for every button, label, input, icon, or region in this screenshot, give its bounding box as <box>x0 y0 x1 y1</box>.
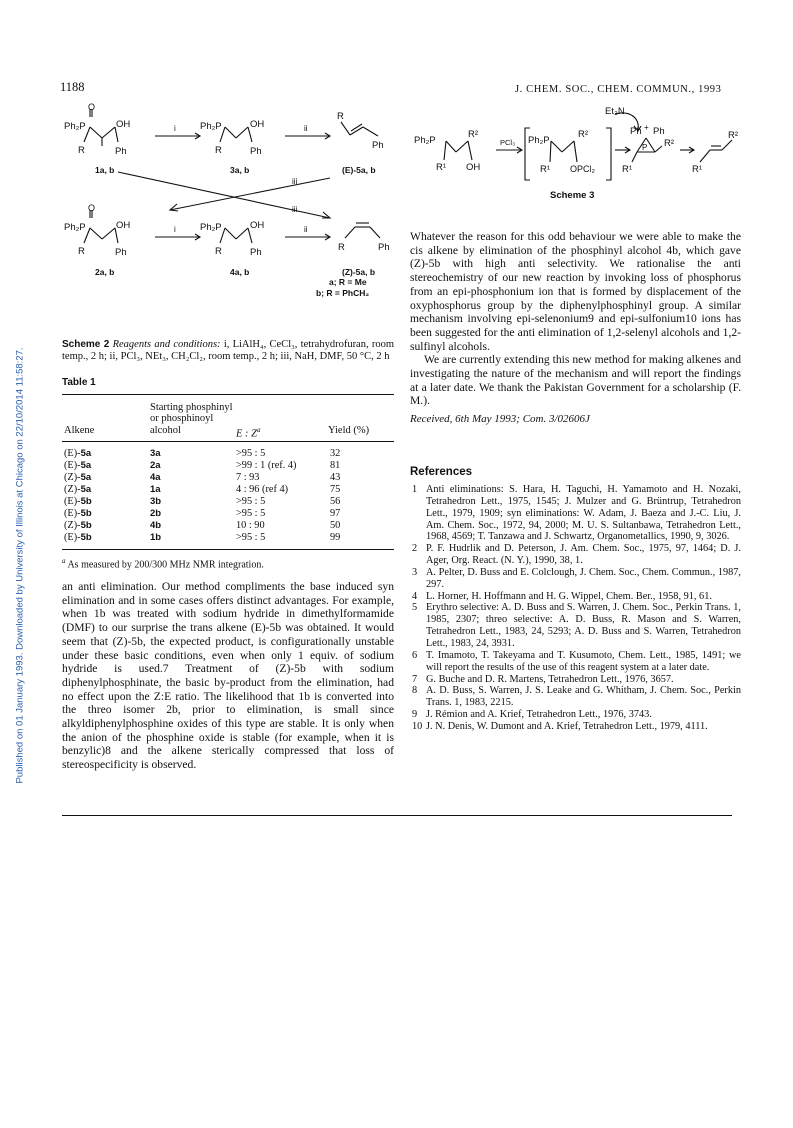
table-cell-alcohol: 2b <box>150 508 162 519</box>
compound-label-e5ab: (E)-5a, b <box>342 165 376 175</box>
r-label: R <box>78 246 85 257</box>
r1-label: R¹ <box>622 164 633 175</box>
compound-label-z5ab: (Z)-5a, b <box>342 267 376 277</box>
reference-text: T. Imamoto, T. Takeyama and T. Kusumoto, Chem. Lett., 1985, 1491; we will report the results of the use of this reagent system at a later date. <box>426 649 741 673</box>
table-cell-ratio: >95 : 5 <box>236 496 266 507</box>
reference-number: 5 <box>412 602 418 614</box>
reference-item <box>410 721 741 733</box>
table-cell-alcohol: 3a <box>150 448 161 459</box>
table-footnote: $^a$ As measured by 200/300 MHz NMR integration. <box>62 557 264 571</box>
scheme-2-diagram <box>60 100 400 340</box>
table-cell-ratio: 7 : 93 <box>236 472 260 483</box>
reference-text: J. Rémion and A. Krief, Tetrahedron Lett., 1976, 3743. <box>426 709 652 721</box>
reference-text: Anti eliminations: S. Hara, H. Taguchi, H. Yamamoto and H. Nozaki, Tetrahedron Lett., 1975, 1545; J. Mulzer and G. Brüntrup, Tetrahedron Lett., 1979, 1909; syn eliminations: W. Adam, J. Baeza and J.-C. Liu, J. Am. Chem. Soc., 1972, 94, 2000; M. U. S. Sultanbawa, Tetrahedron Lett., 1968, 4569; T. Tanzawa and J. Schwartz, Organometallics, 1990, 9, 3026. <box>426 484 741 543</box>
table-cell-yield: 97 <box>330 508 341 519</box>
ph2p-label: Ph₂P <box>200 222 222 233</box>
reagent-pcl3: PCl₃ <box>500 138 516 147</box>
step-iii: iii <box>292 205 298 214</box>
table-cell-alcohol: 4b <box>150 520 162 531</box>
r2-label: R² <box>664 138 675 149</box>
table-cell-alkene: (Z)-5a <box>64 472 92 483</box>
table-cell-alkene: (Z)-5b <box>64 520 92 531</box>
reference-item <box>410 484 741 543</box>
table-rule-bottom <box>62 549 394 550</box>
step-ii: ii <box>304 225 308 234</box>
compound-label-4ab: 4a, b <box>230 267 250 277</box>
r-label: R <box>78 145 85 156</box>
reference-item <box>410 543 741 567</box>
reference-number: 7 <box>412 673 418 685</box>
table-cell-alkene: (E)-5b <box>64 496 92 507</box>
reference-number: 4 <box>412 590 418 602</box>
col-header-alcohol-2: or phosphinoyl <box>150 413 214 424</box>
phosphorus-label: P <box>642 143 648 152</box>
step-ii: ii <box>304 124 308 133</box>
table-cell-ratio: 10 : 90 <box>236 520 265 531</box>
body-text-left: an anti elimination. Our method compliments the base induced syn elimination and in some cases offers distinct advantages. For example, when 1b was treated with sodium hydride in dimethylformamide (DMF) to our surprise the trans alkene (E)-5b was obtained. It would seem that (Z)-5b, the expected product, is configurationally unstable under these basic conditions, even when only 1 equiv. of sodium hydride is used.7 Treatment of (Z)-5b with sodium diphenylphosphinate, the basic by-product from the elimination, had no effect upon the Z:E ratio. The likelihood that 1b is converted into the threo isomer 2b, prior to elimination, is small since alkyldiphenylphosphine oxides of this type are stable. It is only when the anion of the phosphine oxide is stable (for example, when it is benzylic)8 and the alkene sterically compressed that loss of stereospecificity is observed. <box>62 580 394 772</box>
reference-item <box>410 602 741 649</box>
table-rule-header <box>62 441 394 442</box>
oh-label: OH <box>250 220 265 231</box>
col-header-alkene: Alkene <box>64 425 95 436</box>
caption-text: i, LiAlH₄, CeCl₃, tetrahydrofuran, room temp., 2 h; ii, PCl₃, NEt₃, CH₂Cl₂, room temp., 2 h; iii, NaH, DMF, 50 °C, 2 h <box>62 339 395 363</box>
ph2p-label: Ph₂P <box>200 121 222 132</box>
reference-text: A. Pelter, D. Buss and E. Colclough, J. Chem. Soc., Chem. Commun., 1987, 297. <box>426 566 741 590</box>
oh-label: OH <box>250 119 265 130</box>
col-header-alcohol-1: Starting phosphinyl <box>150 402 233 413</box>
reference-item <box>410 709 741 721</box>
step-i: i <box>174 225 176 234</box>
references-heading: References <box>410 466 473 478</box>
table-cell-alkene: (Z)-5a <box>64 484 92 495</box>
oh-label: OH <box>116 220 131 231</box>
table-cell-ratio: >95 : 5 <box>236 532 266 543</box>
table-cell-yield: 56 <box>330 496 341 507</box>
table-cell-yield: 32 <box>330 448 341 459</box>
col-header-ratio: E : $Z^a$ <box>236 426 261 440</box>
plus-charge: + <box>644 123 649 132</box>
page-number: 1188 <box>60 80 85 94</box>
reference-text: Erythro selective: A. D. Buss and S. Warren, J. Chem. Soc., Perkin Trans. 1, 1985, 2307; threo selective: A. D. Buss, R. Mason and S. Warren, Tetrahedron Lett., 1983, 24, 5293; A. D. Buss and S. Warren, Tetrahedron Lett., 1983, 24, 3931. <box>426 602 741 649</box>
journal-header: J. CHEM. SOC., CHEM. COMMUN., 1993 <box>515 84 722 95</box>
table-cell-yield: 50 <box>330 520 341 531</box>
reference-item <box>410 674 741 686</box>
reference-item <box>410 685 741 709</box>
table-cell-yield: 43 <box>330 472 341 483</box>
reference-number: 8 <box>412 685 418 697</box>
received-line: Received, 6th May 1993; Com. 3/02606J <box>410 413 590 425</box>
table-cell-alcohol: 4a <box>150 472 161 483</box>
ph2p-label: Ph₂P <box>528 135 550 146</box>
ph2p-label: Ph₂P <box>64 222 86 233</box>
r1-label: R¹ <box>436 162 447 173</box>
reference-text: J. N. Denis, W. Dumont and A. Krief, Tetrahedron Lett., 1979, 4111. <box>426 720 708 732</box>
body-text-right: Whatever the reason for this odd behaviour we were able to make the cis alkene by elimination of the phosphinyl alcohol 4b, which gave (Z)-5b with high anti selectivity. We rationalise the anti stereochemistry of our new reaction by invoking loss of phosphorus from an epi-phosphonium ion that is formed by displacement of the oxyphosphorus group by the diphenylphosphinyl group. A similar mechanism involving epi-selenonium9 and epi-sulfonium10 ions has been suggested for the anti elimination of 1,2-selenyl alcohols and 1,2-sulfinyl alcohols. We are currently extending this new method for making alkenes and investigating the nature of the mechanism and will report the findings at a later date. We thank the Pakistan Government for a scholarship (F. M.). <box>410 230 741 408</box>
table-cell-alcohol: 3b <box>150 496 162 507</box>
oh-label: OH <box>466 162 481 173</box>
table-cell-ratio: >99 : 1 (ref. 4) <box>236 460 297 471</box>
r-label: R <box>338 242 345 253</box>
table-cell-yield: 75 <box>330 484 341 495</box>
scheme-3-diagram <box>410 100 740 210</box>
ph-label: Ph <box>378 242 390 253</box>
reference-item <box>410 591 741 603</box>
table-cell-alkene: (E)-5a <box>64 460 92 471</box>
table-cell-ratio: >95 : 5 <box>236 448 266 459</box>
reference-text: A. D. Buss, S. Warren, J. S. Leake and G. Whitham, J. Chem. Soc., Perkin Trans. 1, 1983, 2215. <box>426 685 741 709</box>
caption-title: Scheme 2 <box>62 339 110 350</box>
table-cell-yield: 81 <box>330 460 341 471</box>
step-iii: iii <box>292 177 298 186</box>
r2-label: R² <box>728 130 739 141</box>
ph-label: Ph <box>115 247 127 258</box>
reference-item <box>410 567 741 591</box>
table-title: Table 1 <box>62 377 96 388</box>
compound-label-3ab: 3a, b <box>230 165 250 175</box>
reference-text: G. Buche and D. R. Martens, Tetrahedron Lett., 1976, 3657. <box>426 673 674 685</box>
col-header-yield: Yield (%) <box>328 425 370 436</box>
r-label: R <box>215 246 222 257</box>
oxo-label: O <box>88 102 96 112</box>
references-list <box>410 484 741 733</box>
ph-label: Ph <box>250 146 262 157</box>
reference-number: 2 <box>412 543 418 555</box>
reference-number: 9 <box>412 709 418 721</box>
table-cell-ratio: >95 : 5 <box>236 508 266 519</box>
r1-label: R¹ <box>692 164 703 175</box>
table-cell-alkene: (E)-5b <box>64 532 92 543</box>
r1-label: R¹ <box>540 164 551 175</box>
step-i: i <box>174 124 176 133</box>
col-header-alcohol-3: alcohol <box>150 425 181 436</box>
table-cell-alkene: (E)-5a <box>64 448 92 459</box>
ph-label: Ph <box>372 140 384 151</box>
r-label: R <box>337 111 344 122</box>
table-rule-top <box>62 394 394 395</box>
table-cell-alcohol: 2a <box>150 460 161 471</box>
page-bottom-rule <box>62 815 732 816</box>
reference-item <box>410 650 741 674</box>
download-notice: Published on 01 January 1993. Downloaded by University of Illinois at Chicago on 22/10/2014 11:58:27. <box>14 347 26 784</box>
scheme-3-caption: Scheme 3 <box>550 190 595 201</box>
r2-label: R² <box>578 129 589 140</box>
r2-label: R² <box>468 129 479 140</box>
substituent-key-b: b; R = PhCH₂ <box>316 288 370 298</box>
reference-number: 3 <box>412 566 418 578</box>
table-cell-alcohol: 1a <box>150 484 161 495</box>
table-cell-alkene: (E)-5b <box>64 508 92 519</box>
ph-label: Ph <box>653 126 665 137</box>
table-cell-yield: 99 <box>330 532 341 543</box>
reference-text: P. F. Hudrlik and D. Peterson, J. Am. Chem. Soc., 1975, 97, 1464; D. J. Ager, Org. React. (N. Y.), 1990, 38, 1. <box>426 543 741 567</box>
oxo-label: O <box>88 203 96 213</box>
ph-label: Ph <box>250 247 262 258</box>
reference-number: 6 <box>412 649 418 661</box>
oh-label: OH <box>116 119 131 130</box>
reference-number: 10 <box>412 720 423 732</box>
caption-italic: Reagents and conditions: <box>112 339 221 350</box>
opcl2-label: OPCl₂ <box>570 164 595 174</box>
et3n-label: Et₃N <box>605 106 625 117</box>
table-cell-alcohol: 1b <box>150 532 162 543</box>
scheme-2-caption <box>62 339 394 364</box>
ph2p-label: Ph₂P <box>64 121 86 132</box>
table-cell-ratio: 4 : 96 (ref 4) <box>236 484 289 495</box>
compound-label-2ab: 2a, b <box>95 267 115 277</box>
reference-text: L. Horner, H. Hoffmann and H. G. Wippel, Chem. Ber., 1958, 91, 61. <box>426 590 712 602</box>
ph-label: Ph <box>115 146 127 157</box>
compound-label-1ab: 1a, b <box>95 165 115 175</box>
ph-label: Ph <box>630 126 642 137</box>
reference-number: 1 <box>412 484 418 495</box>
r-label: R <box>215 145 222 156</box>
substituent-key-a: a; R = Me <box>329 277 367 287</box>
ph2p-label: Ph₂P <box>414 135 436 146</box>
